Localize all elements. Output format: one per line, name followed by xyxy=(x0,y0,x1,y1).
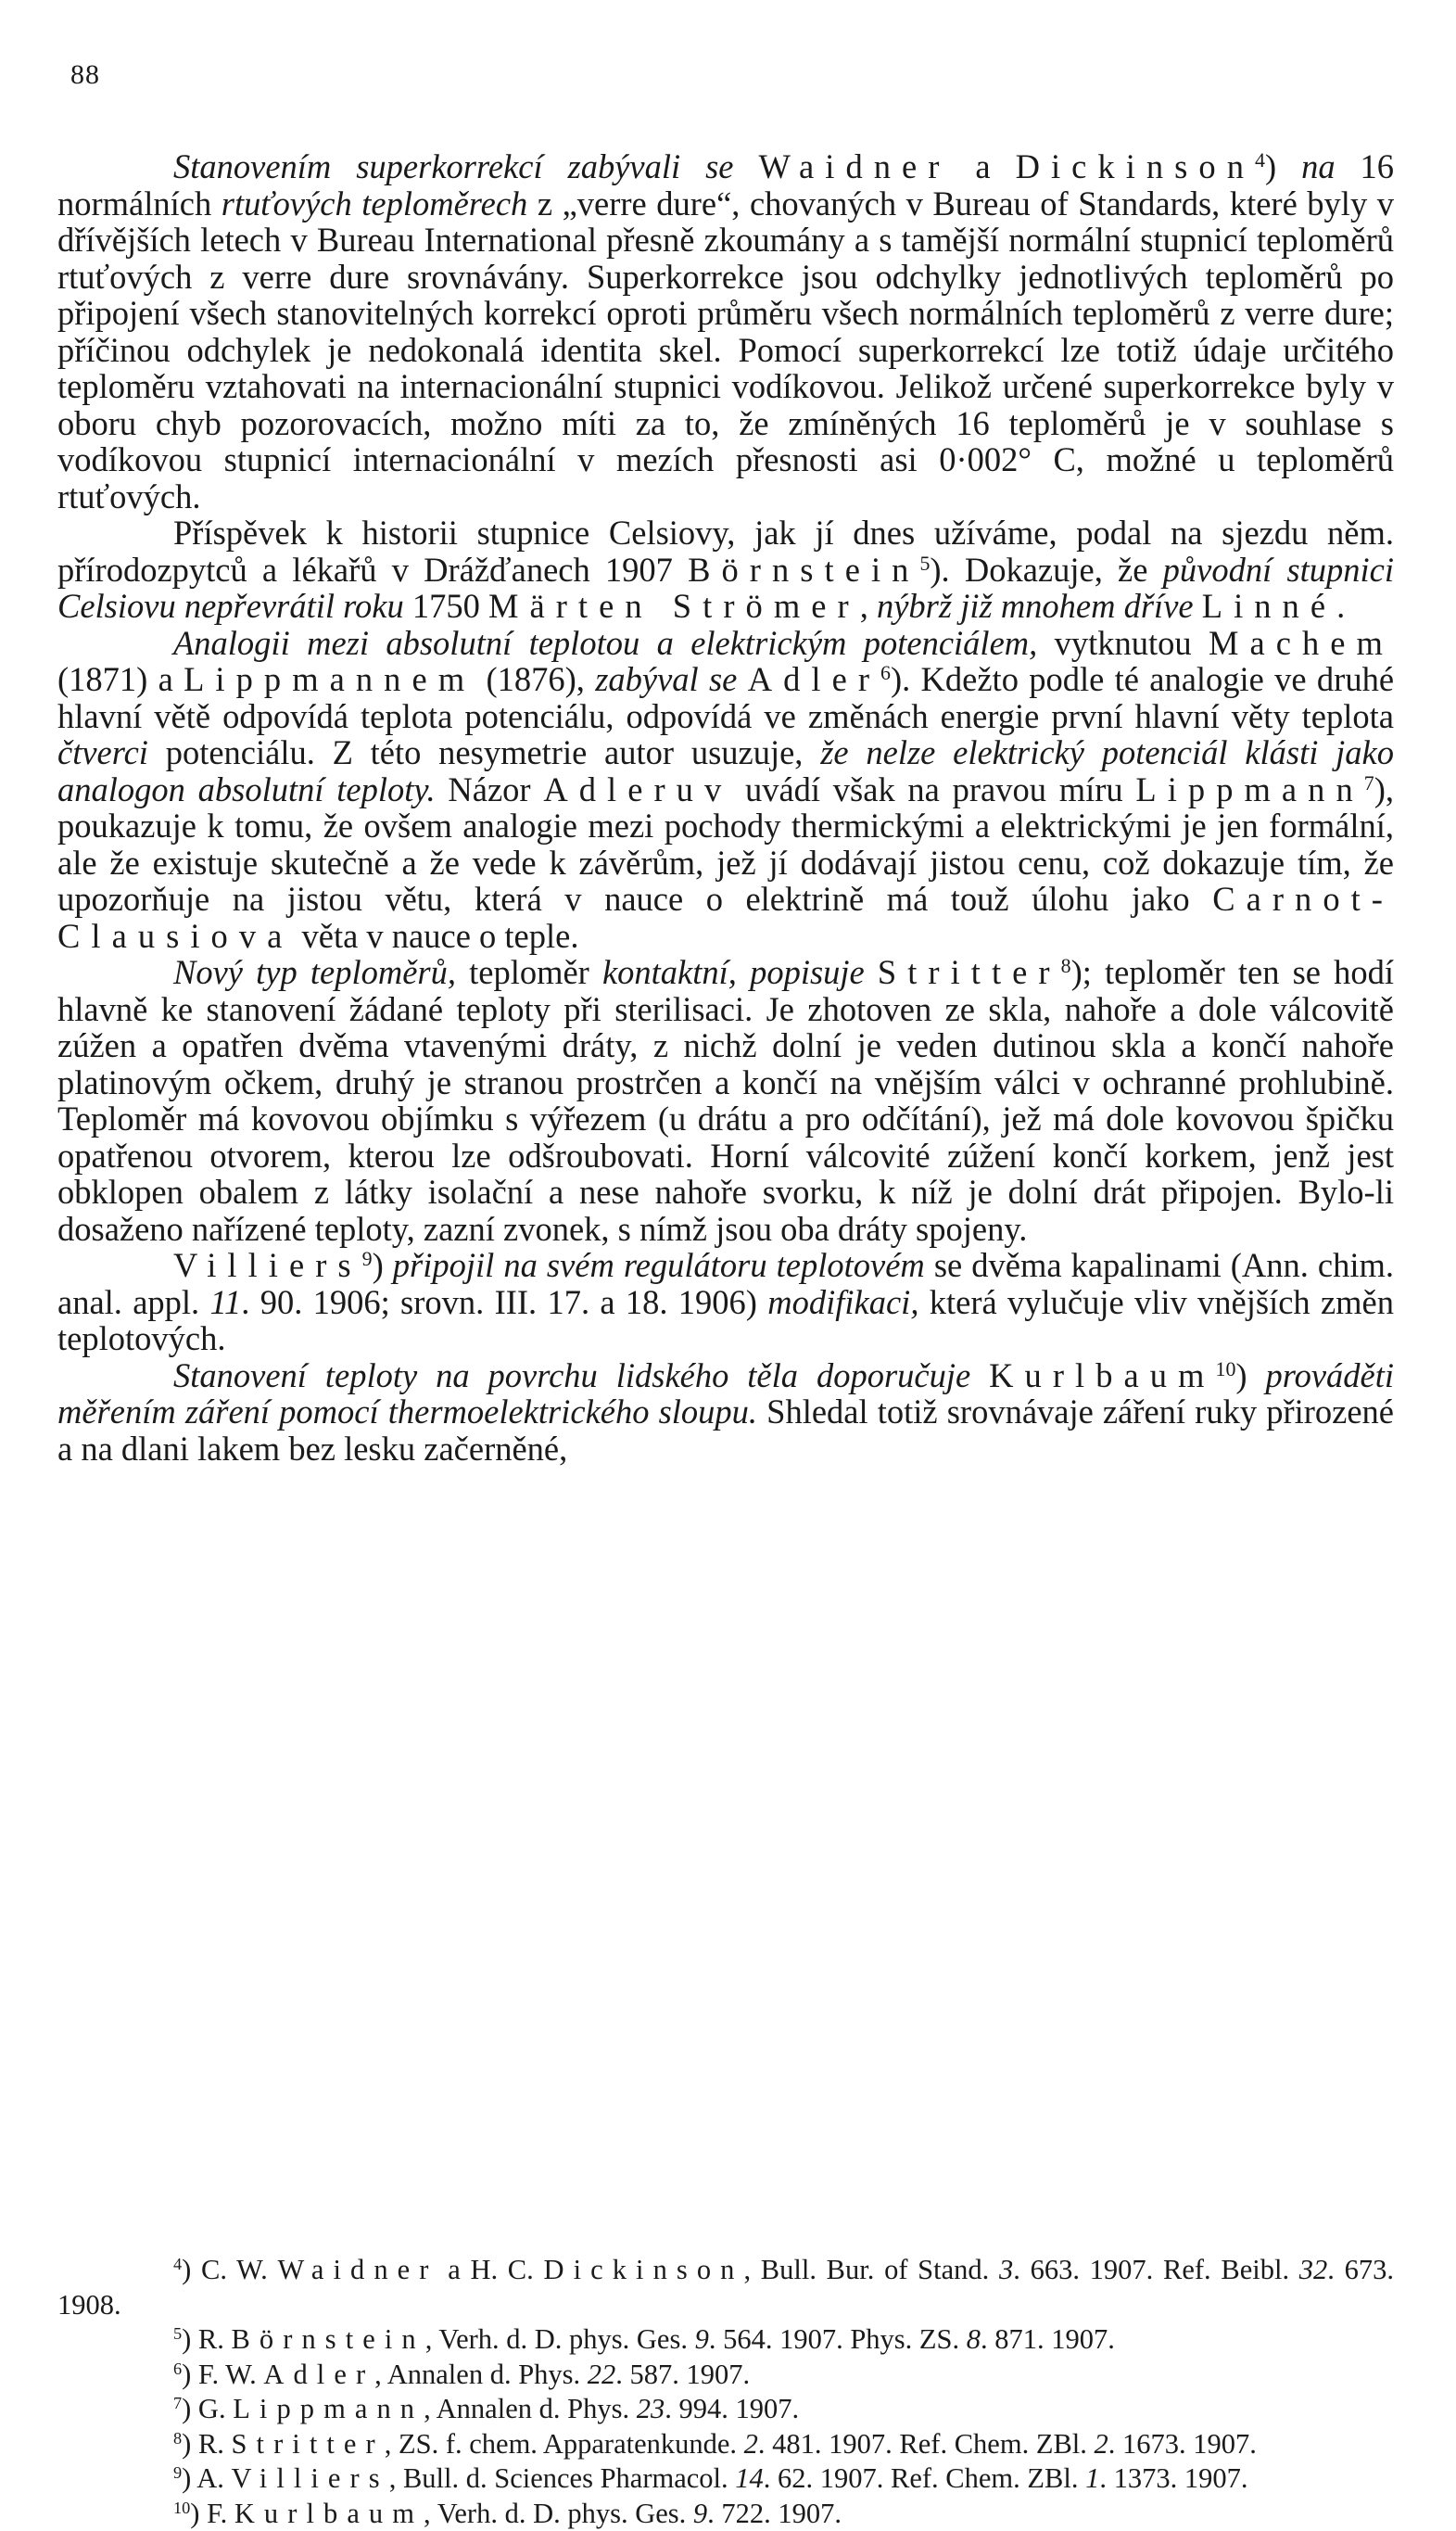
spaced-name: Adler xyxy=(748,660,880,698)
footnote-ref: 4 xyxy=(1255,148,1265,172)
text-run: ) xyxy=(1235,1356,1265,1394)
paragraph xyxy=(57,954,1394,1247)
footnote-ref: 4 xyxy=(173,2255,182,2273)
text-run: která vylučuje vliv vnějších změn teplotových. xyxy=(57,1283,1394,1358)
footnote-ref: 8 xyxy=(173,2428,182,2447)
text-run: z „verre dure“, chovaných v Bureau of Standards, které byly v dřívějších letech v Bureau International přesně zkoumány a s tamější normální stupnicí teploměrů rtuťových z verre dure srovnávány. Superkorrekce jsou odchylky jednotlivých teploměrů po připojení všech stanovitelných korrekcí oproti průměru všech normálních teploměrů z verre dure; příčinou odchylek je nedokonalá identita skel. Pomocí superkorrekcí lze totiž údaje určitého teploměru vztahovati na internacionální stupnici vodíkovou. Jelikož určené superkorrekce byly v oboru chyb pozorovacích, možno míti za to, že zmíněných 16 teploměrů je v souhlase s vodíkovou stupnicí internacionální v mezích přesnosti asi 0·002° C, možné u teploměrů rtuťových. xyxy=(57,184,1394,515)
italic-text: 14 xyxy=(735,2462,764,2494)
italic-text: modifikaci, xyxy=(767,1283,918,1321)
footnote xyxy=(57,2253,1394,2322)
spaced-name: Börnstein xyxy=(688,551,919,589)
spaced-name: Stritter xyxy=(232,2428,385,2460)
text-run: ) R. xyxy=(182,2323,231,2355)
footnote-ref: 10 xyxy=(1216,1356,1236,1380)
spaced-name: Märten Strömer xyxy=(488,587,860,625)
spaced-name: Dickinson xyxy=(543,2254,743,2285)
text-run: (1876), xyxy=(475,660,595,698)
italic-text: 2 xyxy=(1095,2428,1108,2460)
text-run: uvádí však na pravou míru xyxy=(732,770,1135,808)
italic-text: 9 xyxy=(693,2498,707,2529)
text-run: . 564. 1907. Phys. ZS. xyxy=(709,2323,967,2355)
text-run: . 663. 1907. Ref. Beibl. xyxy=(1013,2254,1299,2285)
italic-text: připojil na svém regulátoru teplotovém xyxy=(393,1246,925,1284)
footnote xyxy=(57,2358,1394,2393)
spaced-name: Carnot-Clausiova xyxy=(57,880,1394,955)
spaced-name: Lippmann xyxy=(1135,770,1363,808)
italic-text: 8 xyxy=(967,2323,981,2355)
text-run: . 1673. 1907. xyxy=(1108,2428,1257,2460)
text-run: a xyxy=(950,147,1015,185)
text-run: Názor xyxy=(436,770,544,808)
footnote-ref: 10 xyxy=(173,2498,190,2516)
footnote xyxy=(57,2322,1394,2358)
italic-text: 2 xyxy=(744,2428,758,2460)
footnote-ref: 5 xyxy=(173,2324,182,2343)
paragraph xyxy=(57,515,1394,625)
italic-text: popisuje xyxy=(750,953,865,991)
spaced-name: Adler xyxy=(263,2359,374,2390)
spaced-name: Lippmannem xyxy=(184,660,475,698)
text-run: ). Kdežto podle té analogie ve druhé hlavní větě odpovídá teplota potenciálu, odpovídá ve změnách energie první hlavní věty teplota xyxy=(57,660,1394,735)
text-run: , Verh. d. D. phys. Ges. xyxy=(424,2498,693,2529)
text-run: Shledal totiž srovnávaje záření ruky přirozené a na dlani lakem bez lesku začerněné, xyxy=(57,1393,1394,1468)
italic-text: původní stupnici Celsiovu nepřevrátil roku xyxy=(57,551,1394,626)
text-run: ). Dokazuje, že xyxy=(930,551,1162,589)
text-run: 1750 xyxy=(404,587,488,625)
footnote-ref: 9 xyxy=(173,2463,182,2482)
text-run: ) R. xyxy=(182,2428,231,2460)
text-run: . 1373. 1907. xyxy=(1099,2462,1247,2494)
italic-text: 3 xyxy=(999,2254,1013,2285)
footnote xyxy=(57,2392,1394,2427)
text-run: ) G. xyxy=(182,2393,233,2424)
italic-text: 1 xyxy=(1085,2462,1099,2494)
text-run: ) A. xyxy=(182,2462,231,2494)
italic-text: 23 xyxy=(637,2393,665,2424)
footnotes xyxy=(57,2253,1394,2531)
italic-text: 32 xyxy=(1299,2254,1328,2285)
text-run xyxy=(970,1356,989,1394)
text-run: ) xyxy=(373,1246,393,1284)
italic-text: kontaktní, xyxy=(602,953,737,991)
text-run: . 994. 1907. xyxy=(665,2393,799,2424)
spaced-name: Lippmann xyxy=(233,2393,424,2424)
footnote-ref: 9 xyxy=(362,1247,373,1270)
spaced-name: Linné xyxy=(1202,587,1336,625)
footnote-ref: 6 xyxy=(880,661,891,684)
text-run: , Verh. d. D. phys. Ges. xyxy=(425,2323,695,2355)
paragraph xyxy=(57,1357,1394,1468)
text-run: . 481. 1907. Ref. Chem. ZBl. xyxy=(758,2428,1095,2460)
text-run: věta v nauce o teple. xyxy=(293,917,578,955)
text-run: potenciálu. Z této nesymetrie autor usuzuje, xyxy=(148,733,820,771)
text-run: . 722. 1907. xyxy=(707,2498,842,2529)
footnote-ref: 7 xyxy=(1364,770,1374,794)
text-run xyxy=(1194,587,1202,625)
text-run: , Bull. Bur. of Stand. xyxy=(743,2254,999,2285)
text-run: ) F. xyxy=(190,2498,234,2529)
footnote xyxy=(57,2461,1394,2497)
italic-text: že nelze elektrický potenciál klásti jako analogon absolutní teploty. xyxy=(57,733,1394,808)
spaced-name: Villiers xyxy=(173,1246,362,1284)
text-run: , Annalen d. Phys. xyxy=(424,2393,637,2424)
text-run: (1871) a xyxy=(57,660,184,698)
italic-text: nýbrž již mnohem dříve xyxy=(877,587,1194,625)
footnote-ref: 7 xyxy=(173,2394,182,2412)
spaced-name: Villiers xyxy=(232,2462,389,2494)
text-run: . 62. 1907. Ref. Chem. ZBl. xyxy=(764,2462,1085,2494)
footnote-ref: 5 xyxy=(919,551,930,574)
italic-text: zabýval se xyxy=(595,660,737,698)
text-run: . 673. 1908. xyxy=(57,2254,1394,2321)
italic-text: rtuťových teploměrech xyxy=(222,184,528,223)
page-number: 88 xyxy=(70,59,100,91)
italic-text: Stanovením superkorrekcí zabývali se xyxy=(173,147,758,185)
italic-text: Analogii mezi absolutní teplotou a elektrickým potenciálem, xyxy=(173,624,1037,662)
text-run: ) xyxy=(1265,147,1301,185)
text-run xyxy=(737,953,750,991)
body-text xyxy=(57,148,1394,1467)
text-run: ) F. W. xyxy=(182,2359,263,2390)
text-run: . 871. 1907. xyxy=(981,2323,1115,2355)
text-run xyxy=(737,660,747,698)
spaced-name: Börnstein xyxy=(232,2323,425,2355)
paragraph xyxy=(57,148,1394,515)
footnote xyxy=(57,2497,1394,2531)
text-run: se dvěma kapalinami (Ann. chim. anal. appl. xyxy=(57,1246,1394,1321)
spaced-name: Waidner xyxy=(758,147,950,185)
italic-text: prováděti měřením záření pomocí thermoelektrického sloupu. xyxy=(57,1356,1394,1431)
footnote xyxy=(57,2427,1394,2462)
spaced-name: Kurlbaum xyxy=(989,1356,1215,1394)
spaced-name: Machem xyxy=(1209,624,1394,662)
text-run: , Bull. d. Sciences Pharmacol. xyxy=(389,2462,736,2494)
italic-text: Stanovení teploty na povrchu lidského těla doporučuje xyxy=(173,1356,970,1394)
footnote-ref: 8 xyxy=(1061,954,1071,977)
spaced-name: Adleruv xyxy=(543,770,732,808)
italic-text: Nový typ teploměrů, xyxy=(173,953,456,991)
spaced-name: Dickinson xyxy=(1016,147,1255,185)
footnote-ref: 6 xyxy=(173,2359,182,2377)
italic-text: 22 xyxy=(588,2359,616,2390)
italic-text: čtverci xyxy=(57,733,148,771)
text-run: 16 normálních xyxy=(57,147,1394,223)
text-run: , xyxy=(860,587,877,625)
text-run: . 90. 1906; srovn. III. 17. a 18. 1906) xyxy=(241,1283,767,1321)
text-run: , ZS. f. chem. Apparatenkunde. xyxy=(385,2428,744,2460)
spaced-name: Waidner xyxy=(277,2254,437,2285)
text-run xyxy=(865,953,878,991)
text-run: ); teploměr ten se hodí hlavně ke stanovení žádané teploty při sterilisaci. Je zhotoven ze skla, nahoře a dole válcovitě zúžen a opatřen dvěma vtavenými dráty, z nichž dolní je veden dutinou skla a končí nahoře platinovým očkem, druhý je stranou prostrčen a končí na vnějším válci v ochranné prohlubině. Teploměr má kovovou objímku s výřezem (u drátu a pro odčítání), jež má dole kovovou špičku opatřenou otvorem, kterou lze odšroubovati. Horní válcovité zúžení končí korkem, jenž jest obklopen obalem z látky isolační a nese nahoře svorku, k níž je dolní drát připojen. Bylo-li dosaženo nařízené teploty, zazní zvonek, s nímž jsou oba dráty spojeny. xyxy=(57,953,1394,1248)
text-run: a H. C. xyxy=(437,2254,543,2285)
text-run: ) C. W. xyxy=(182,2254,277,2285)
paragraph xyxy=(57,1247,1394,1357)
text-run: , Annalen d. Phys. xyxy=(374,2359,588,2390)
text-run: . 587. 1907. xyxy=(615,2359,750,2390)
text-run: teploměr xyxy=(456,953,602,991)
italic-text: na xyxy=(1301,147,1336,185)
text-run: ), poukazuje k tomu, že ovšem analogie mezi pochody thermickými a elektrickými je jen formální, ale že existuje skutečně a že vede k závěrům, jež jí dodávají jistou cenu, což dokazuje tím, že upozorňuje na jistou větu, která v nauce o elektrině má touž úlohu jako xyxy=(57,770,1394,919)
text-run: vytknutou xyxy=(1037,624,1209,662)
spaced-name: Kurlbaum xyxy=(234,2498,424,2529)
italic-text: 9 xyxy=(695,2323,709,2355)
spaced-name: Stritter xyxy=(878,953,1061,991)
paragraph xyxy=(57,625,1394,955)
text-run: Příspěvek k historii stupnice Celsiovy, jak jí dnes užíváme, podal na sjezdu něm. přírodozpytců a lékařů v Drážďanech 1907 xyxy=(57,514,1394,589)
text-run: . xyxy=(1336,587,1345,625)
italic-text: 11 xyxy=(209,1283,241,1321)
